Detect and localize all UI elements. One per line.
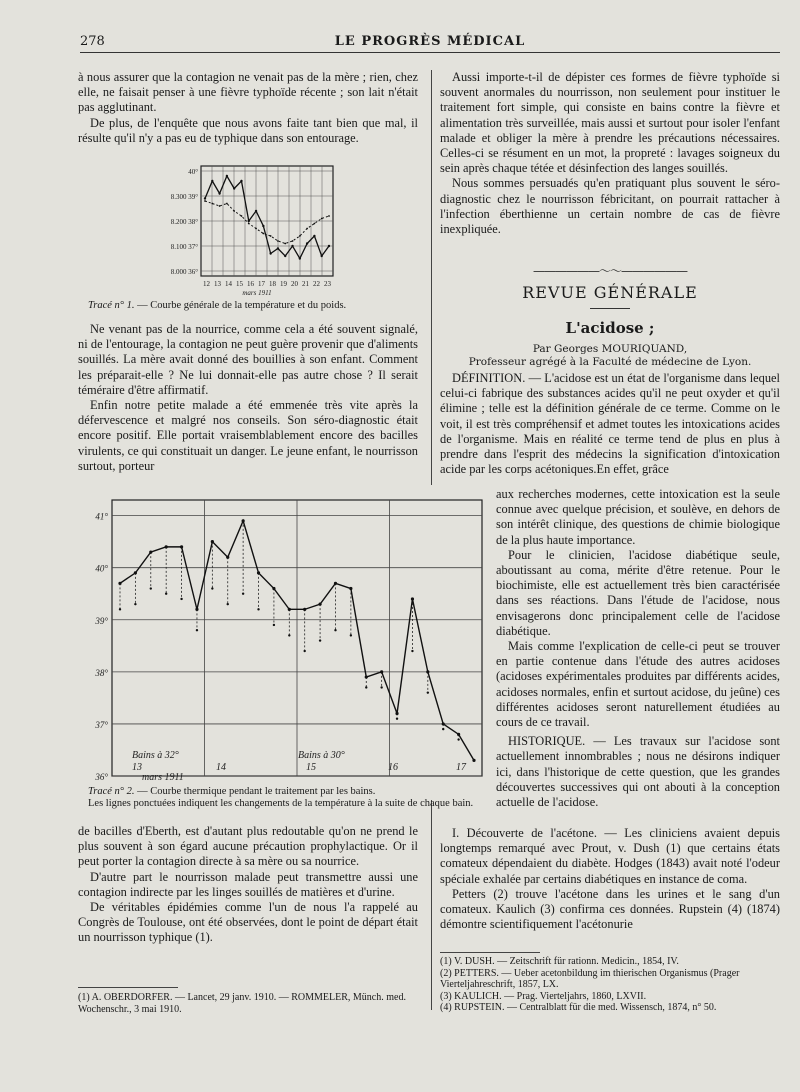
weight-point [270, 235, 272, 237]
temperature-point [269, 252, 271, 254]
temperature-point [211, 540, 214, 543]
footnote-rule [78, 987, 178, 988]
figure-1 [145, 158, 345, 298]
weight-point [211, 203, 213, 205]
post-bath-point [180, 598, 182, 600]
temperature-point [272, 587, 275, 590]
weight-point [233, 210, 235, 212]
y-tick-label: 39° [95, 615, 108, 626]
post-bath-point [119, 608, 121, 610]
right-text-narrow [496, 487, 780, 810]
bath-label-1: Bains à 32° [132, 750, 179, 761]
post-bath-point [303, 650, 305, 652]
post-bath-point [273, 624, 275, 626]
x-tick-label: 17 [258, 280, 265, 288]
x-tick-label: 23 [324, 280, 331, 288]
x-tick-label: 15 [236, 280, 243, 288]
x-tick-label: 18 [269, 280, 276, 288]
y-tick-label: 41° [95, 511, 108, 522]
post-bath-point [134, 603, 136, 605]
temperature-point [411, 597, 414, 600]
temperature-point [321, 255, 323, 257]
temperature-point [255, 210, 257, 212]
weight-point [255, 228, 257, 230]
paragraph: DÉFINITION. — L'acidose est un état de l'organisme dans lequel celui-ci fabrique des substances acides qu'il ne peut oxyder et qu'il élimine ; telle est la définition générale de ce terme. Comme on le voit, il est très compréhensif et admet toutes les intoxications acides de l'organisme. Mais en réalité ce terme tend de plus en plus à prendre dans l'esprit des médecins la signification d'intoxication acide par les corps acétoniques.En effet, grâce [440, 371, 780, 477]
post-bath-point [288, 634, 290, 636]
right-definition [440, 371, 780, 477]
journal-title: LE PROGRÈS MÉDICAL [334, 34, 526, 49]
temperature-point [204, 197, 206, 199]
y-tick-label: 8.200 38° [170, 218, 198, 226]
x-tick-label: 13 [214, 280, 221, 288]
weight-point [292, 240, 294, 242]
figure-1-caption-label: Tracé n° 1. [88, 300, 135, 311]
figure-2-caption-text: — Courbe thermique pendant le traitement par les bains. [137, 786, 376, 797]
post-bath-point [227, 603, 229, 605]
post-bath-point [457, 738, 459, 740]
y-tick-label: 40° [188, 168, 198, 176]
left-text-mid [78, 322, 418, 474]
weight-point [241, 215, 243, 217]
temperature-point [226, 175, 228, 177]
temperature-point [257, 571, 260, 574]
x-tick-label: 19 [280, 280, 287, 288]
post-bath-point [380, 686, 382, 688]
left-text-bottom [78, 824, 418, 946]
x-tick-label: 22 [313, 280, 320, 288]
figure-1-caption-text: — Courbe générale de la température et du poids. [137, 300, 347, 311]
paragraph: Enfin notre petite malade a été emmenée très vite après la défervescence et malgré nos conseils. Son séro-diagnostic était encore positif. Elle portait vraisemblablement encore des bacilles virulents, ce qui constituait un danger. Le jeune enfant, le nourrisson surtout, porteur [78, 398, 418, 473]
x-tick-label: 13 [132, 762, 142, 773]
temperature-point [218, 192, 220, 194]
author-line: Par Georges MOURIQUAND, [532, 343, 688, 355]
section-title: REVUE GÉNÉRALE [522, 283, 698, 302]
figure-2 [88, 492, 490, 784]
temperature-point [306, 242, 308, 244]
post-bath-point [442, 728, 444, 730]
paragraph: Mais comme l'explication de celle-ci peut se trouver en partie contenue dans l'étude des autres acidoses (acidoses expérimentales produites par différents acides, acidoses normales, enfin et surtout acidose, du jeûne) ces différentes acidoses seront naturellement étudiées au cours de ce travail. [496, 639, 780, 730]
weight-point [321, 218, 323, 220]
date-label: mars 1911 [242, 289, 272, 297]
post-bath-point [396, 718, 398, 720]
x-tick-label: 14 [225, 280, 232, 288]
page-number: 278 [80, 34, 105, 49]
temperature-point [240, 180, 242, 182]
column-divider-bottom [431, 800, 432, 1010]
x-tick-label: 14 [216, 762, 226, 773]
x-tick-label: 16 [247, 280, 254, 288]
paragraph: Pour le clinicien, l'acidose diabétique seule, aboutissant au coma, mérite d'être retenue. Pour le biochimiste, elle est actuellement très bien caractérisée dans ses réactions. Dans l'étude de l'acidose, nous envisagerons donc principalement celle de l'acidose diabétique. [496, 547, 780, 638]
weight-point [284, 243, 286, 245]
post-bath-point [196, 629, 198, 631]
paragraph: aux recherches modernes, cette intoxication est la seule connue avec quelque précision, et soulève, en dehors de son intérêt clinique, des questions de chimie biologique de la plus haute importance. [496, 487, 780, 547]
figure-2-chart [88, 492, 490, 784]
temperature-point [288, 608, 291, 611]
post-bath-point [350, 634, 352, 636]
footnote: (3) KAULICH. — Prag. Vierteljahrs, 1860, LXVII. [440, 990, 647, 1002]
temperature-point [328, 245, 330, 247]
x-tick-label: 20 [291, 280, 298, 288]
paragraph: HISTORIQUE. — Les travaux sur l'acidose sont actuellement innombrables ; nous ne désirons indiquer ici, dans l'historique de cette question, que les grandes découvertes successives qui ont abouti à la conception actuelle de l'acidose. [496, 734, 780, 810]
y-tick-label: 36° [95, 772, 108, 782]
temperature-point [395, 712, 398, 715]
x-tick-label: 15 [306, 762, 316, 773]
weight-point [262, 233, 264, 235]
weight-point [248, 223, 250, 225]
x-tick-label: 17 [456, 762, 466, 773]
y-tick-label: 37° [95, 719, 108, 730]
right-footnotes [440, 956, 780, 1014]
y-tick-label: 8.300 39° [170, 193, 198, 201]
temperature-point [262, 225, 264, 227]
temperature-point [226, 556, 229, 559]
y-tick-label: 38° [95, 667, 108, 678]
temperature-point [442, 722, 445, 725]
temperature-point [334, 582, 337, 585]
temperature-point [299, 257, 301, 259]
y-tick-label: 40° [95, 563, 108, 574]
x-tick-label: 16 [388, 762, 398, 773]
paragraph: Nous sommes persuadés qu'en pratiquant plus souvent le séro-diagnostic chez le nourrisson fébricitant, on pourrait rattacher à l'infection éberthienne un certain nombre de cas de fièvre inexpliquée. [440, 176, 780, 237]
temperature-point [134, 571, 137, 574]
temperature-point [303, 608, 306, 611]
post-bath-point [165, 593, 167, 595]
review-header [440, 262, 780, 369]
figure-2-caption [88, 786, 488, 810]
paragraph: De plus, de l'enquête que nous avons faite tant bien que mal, il résulte qu'il n'y a pas eu de typhique dans son entourage. [78, 115, 418, 145]
column-divider-top [431, 70, 432, 485]
y-tick-label: 8.000 36° [170, 268, 198, 276]
paragraph: De véritables épidémies comme l'un de nous l'a rappelé au Congrès de Toulouse, ont été observées, dont le point de départ était un nourrisson typhique (1). [78, 900, 418, 945]
footnote-rule [440, 952, 540, 953]
weight-point [277, 240, 279, 242]
post-bath-point [365, 686, 367, 688]
temperature-point [277, 247, 279, 249]
temperature-point [318, 603, 321, 606]
post-bath-point [427, 691, 429, 693]
figure-2-caption-label: Tracé n° 2. [88, 786, 135, 797]
weight-point [226, 203, 228, 205]
y-tick-label: 8.100 37° [170, 243, 198, 251]
temperature-point [380, 670, 383, 673]
figure-2-caption-note: Les lignes ponctuées indiquent les changements de la température à la suite de chaque bain. [88, 798, 474, 809]
right-text-bottom [440, 826, 780, 932]
post-bath-point [411, 650, 413, 652]
footnote: (1) V. DUSH. — Zeitschrift für rationn. Medicin., 1854, IV. [440, 956, 679, 967]
temperature-point [284, 255, 286, 257]
post-bath-point [211, 587, 213, 589]
figure-1-caption [88, 300, 418, 312]
paragraph: Aussi importe-t-il de dépister ces formes de fièvre typhoïde si souvent anormales du nourrisson, non seulement pour instituer le traitement fort simple, qui consiste en bains contre la fièvre et alimentation très surveillée, mais aussi et surtout pour isoler l'enfant malade et obliger la mère à prendre les précautions nécessaires. Celles-ci se résument en un mot, la propreté : lavages soigneux du sein après chaque tétée et désinfection des langes souillés. [440, 70, 780, 176]
left-text-top [78, 70, 418, 146]
temperature-point [313, 235, 315, 237]
x-tick-label: 21 [302, 280, 309, 288]
title-rule [590, 308, 630, 309]
weight-point [299, 235, 301, 237]
right-text-top [440, 70, 780, 237]
footnote: (4) RUPSTEIN. — Centralblatt für die med. Wissensch, 1874, n° 50. [440, 1002, 717, 1013]
left-footnote: (1) A. OBERDORFER. — Lancet, 29 janv. 1910. — ROMMELER, Münch. med. Wochenschr., 3 mai 1910. [78, 992, 406, 1015]
temperature-point [426, 670, 429, 673]
bath-label-2: Bains à 30° [298, 750, 345, 761]
post-bath-point [242, 593, 244, 595]
footnote: (2) PETTERS. — Ueber acetonbildung im thierischen Organismus (Prager Vierteljahreschrift, 1857, LX. [440, 967, 740, 990]
weight-point [306, 228, 308, 230]
page-header [80, 34, 780, 53]
post-bath-point [473, 759, 475, 761]
temperature-point [233, 187, 235, 189]
article-title: L'acidose ; [565, 319, 655, 337]
post-bath-point [257, 608, 259, 610]
weight-point [314, 223, 316, 225]
temperature-point [165, 545, 168, 548]
temperature-point [365, 675, 368, 678]
temperature-point [248, 220, 250, 222]
date-label: mars 1911 [142, 772, 184, 783]
post-bath-point [150, 587, 152, 589]
paragraph: Petters (2) trouve l'acétone dans les urines et le sang d'un comateux. Kaulich (3) confirma ces données. Rupstein (4) (1874) démontre scientifiquement l'acétonurie [440, 886, 780, 932]
weight-point [219, 205, 221, 207]
temperature-point [457, 733, 460, 736]
temperature-point [180, 545, 183, 548]
temperature-point [291, 245, 293, 247]
figure-1-chart [145, 158, 345, 298]
post-bath-point [334, 629, 336, 631]
ornament-divider: ——————〜〜—————— [532, 264, 687, 278]
paragraph: D'autre part le nourrisson malade peut transmettre aussi une contagion indirecte par les linges souillés de matières et d'urine. [78, 869, 418, 899]
paragraph: à nous assurer que la contagion ne venait pas de la mère ; rien, chez elle, ne faisait penser à une fièvre typhoïde récente ; son lait n'était pas agglutinant. [78, 70, 418, 115]
author-affiliation: Professeur agrégé à la Faculté de médecine de Lyon. [468, 356, 752, 368]
weight-point [204, 200, 206, 202]
weight-point [328, 215, 330, 217]
temperature-point [149, 550, 152, 553]
paragraph: de bacilles d'Eberth, est d'autant plus redoutable qu'on ne prend le plus souvent à son égard aucune précaution prophylactique. Or il peut porter la contagion directe à sa mère ou sa nourrice. [78, 824, 418, 869]
temperature-point [118, 582, 121, 585]
paragraph: Ne venant pas de la nourrice, comme cela a été souvent signalé, ni de l'entourage, la contagion ne peut guère provenir que d'aliments souillés. La mère avait donné des bouillies à son enfant. Comment les préparait-elle ? Ne lui donnait-elle pas autre chose ? Il serait téméraire d'être affirmatif. [78, 322, 418, 397]
temperature-point [349, 587, 352, 590]
post-bath-point [319, 639, 321, 641]
temperature-point [211, 180, 213, 182]
temperature-point [242, 519, 245, 522]
temperature-point [195, 608, 198, 611]
x-tick-label: 12 [203, 280, 210, 288]
paragraph: I. Découverte de l'acétone. — Les cliniciens avaient depuis longtemps remarqué avec Prout, v. Dush (1) que certains états comateux dépendaient du diabète. Hodges (1843) avait noté l'odeur spéciale exhalée par certains diabétiques en instance de coma. [440, 826, 780, 886]
